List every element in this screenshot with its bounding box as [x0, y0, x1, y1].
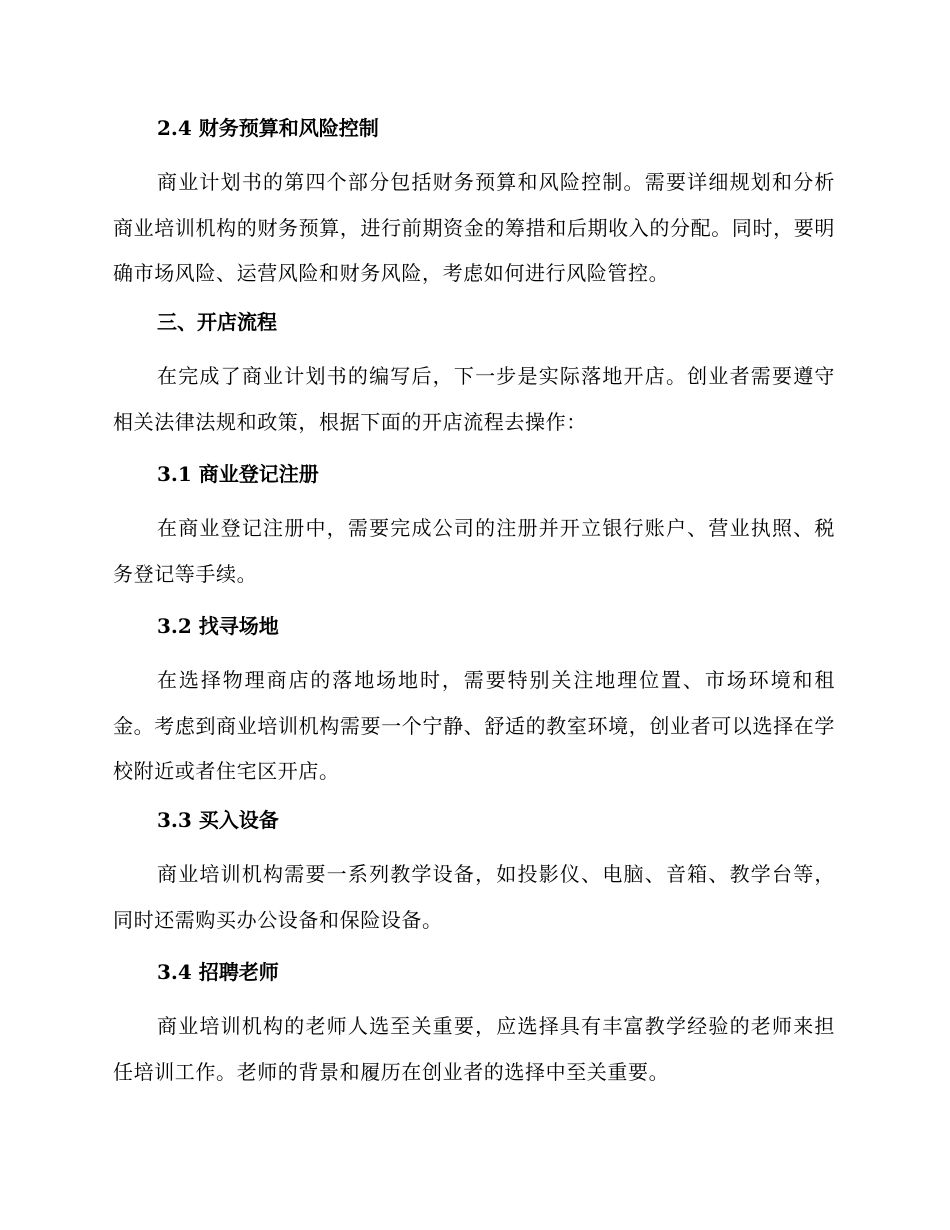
section-paragraph-3-1: 在商业登记注册中，需要完成公司的注册并开立银行账户、营业执照、税务登记等手续。 — [113, 516, 835, 586]
section-heading-3-2: 3.2 找寻场地 — [157, 614, 279, 638]
section-heading-3: 三、开店流程 — [157, 310, 277, 334]
section-paragraph-3: 在完成了商业计划书的编写后，下一步是实际落地开店。创业者需要遵守相关法律法规和政策，根据下面的开店流程去操作： — [113, 364, 835, 434]
section-heading-2-4: 2.4 财务预算和风险控制 — [157, 116, 379, 140]
section-paragraph-2-4: 商业计划书的第四个部分包括财务预算和风险控制。需要详细规划和分析商业培训机构的财务预算，进行前期资金的筹措和后期收入的分配。同时，要明确市场风险、运营风险和财务风险，考虑如何进行风险管控。 — [113, 170, 835, 285]
section-paragraph-3-3: 商业培训机构需要一系列教学设备，如投影仪、电脑、音箱、教学台等，同时还需购买办公设备和保险设备。 — [113, 862, 835, 932]
section-heading-3-3: 3.3 买入设备 — [157, 808, 279, 832]
section-paragraph-3-4: 商业培训机构的老师人选至关重要，应选择具有丰富教学经验的老师来担任培训工作。老师的背景和履历在创业者的选择中至关重要。 — [113, 1014, 835, 1084]
section-paragraph-3-2: 在选择物理商店的落地场地时，需要特别关注地理位置、市场环境和租金。考虑到商业培训机构需要一个宁静、舒适的教室环境，创业者可以选择在学校附近或者住宅区开店。 — [113, 668, 835, 783]
section-heading-3-1: 3.1 商业登记注册 — [157, 462, 319, 486]
section-heading-3-4: 3.4 招聘老师 — [157, 960, 279, 984]
